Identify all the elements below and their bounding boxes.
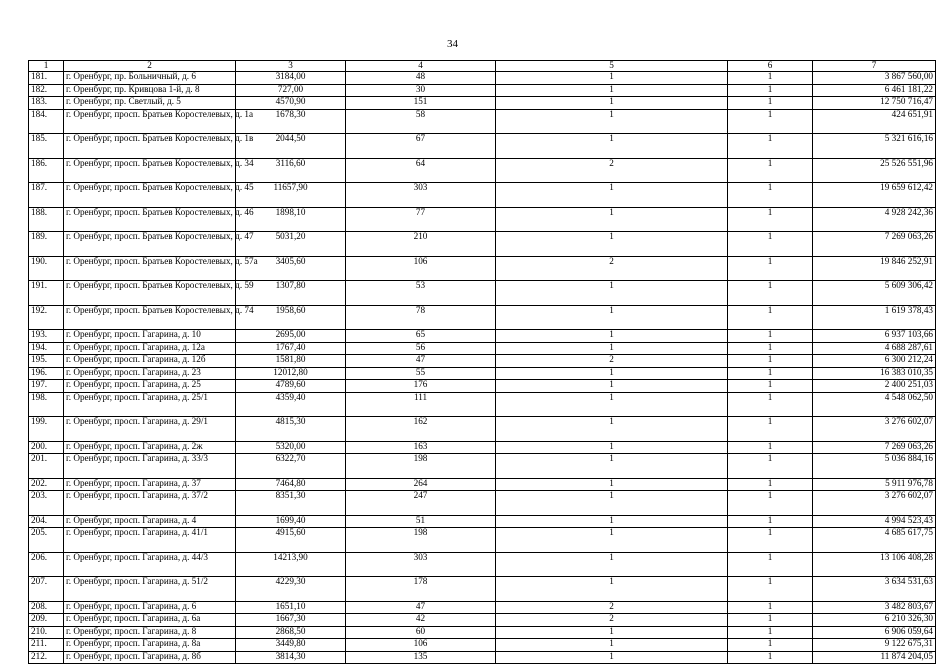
address-cell: г. Оренбург, просп. Гагарина, д. 51/2	[64, 577, 236, 602]
column-5-value-cell: 1	[496, 515, 728, 528]
column-4-value-cell: 303	[346, 183, 496, 208]
table-row	[29, 552, 936, 577]
area-cell: 4570,90	[236, 97, 346, 110]
table-row	[29, 491, 936, 516]
row-number-cell: 198.	[29, 392, 64, 417]
amount-cell: 6 300 212,24	[813, 355, 936, 368]
area-cell: 1307,80	[236, 281, 346, 306]
column-6-value-cell: 1	[728, 639, 813, 652]
column-6-value-cell: 1	[728, 342, 813, 355]
amount-cell: 12 750 716,47	[813, 97, 936, 110]
area-cell: 6322,70	[236, 454, 346, 479]
address-cell: г. Оренбург, просп. Гагарина, д. 41/1	[64, 528, 236, 553]
amount-cell: 7 269 063,26	[813, 441, 936, 454]
row-number-cell: 200.	[29, 441, 64, 454]
address-cell: г. Оренбург, просп. Гагарина, д. 44/3	[64, 552, 236, 577]
amount-cell: 4 928 242,36	[813, 207, 936, 232]
amount-cell: 19 846 252,91	[813, 256, 936, 281]
header-row	[29, 61, 936, 72]
address-cell: г. Оренбург, просп. Братьев Коростелевых, д. 46	[64, 207, 236, 232]
address-cell: г. Оренбург, просп. Гагарина, д. 8	[64, 626, 236, 639]
row-number-cell: 197.	[29, 380, 64, 393]
column-6-value-cell: 1	[728, 207, 813, 232]
column-5-value-cell: 1	[496, 109, 728, 134]
column-4-value-cell: 303	[346, 552, 496, 577]
area-cell: 1958,60	[236, 305, 346, 330]
column-4-value-cell: 111	[346, 392, 496, 417]
column-6-value-cell: 1	[728, 651, 813, 664]
area-cell: 2868,50	[236, 626, 346, 639]
column-6-value-cell: 1	[728, 281, 813, 306]
row-number-cell: 211.	[29, 639, 64, 652]
row-number-cell: 205.	[29, 528, 64, 553]
amount-cell: 6 937 103,66	[813, 330, 936, 343]
column-header-1: 1	[29, 61, 64, 72]
table-row	[29, 626, 936, 639]
table-row	[29, 281, 936, 306]
column-6-value-cell: 1	[728, 626, 813, 639]
row-number-cell: 181.	[29, 72, 64, 85]
column-5-value-cell: 2	[496, 355, 728, 368]
table-row	[29, 454, 936, 479]
column-6-value-cell: 1	[728, 614, 813, 627]
column-6-value-cell: 1	[728, 183, 813, 208]
row-number-cell: 183.	[29, 97, 64, 110]
row-number-cell: 190.	[29, 256, 64, 281]
address-cell: г. Оренбург, просп. Гагарина, д. 8б	[64, 651, 236, 664]
address-cell: г. Оренбург, просп. Гагарина, д. 25/1	[64, 392, 236, 417]
row-number-cell: 206.	[29, 552, 64, 577]
amount-cell: 5 609 306,42	[813, 281, 936, 306]
area-cell: 3116,60	[236, 158, 346, 183]
column-5-value-cell: 1	[496, 281, 728, 306]
row-number-cell: 212.	[29, 651, 64, 664]
column-6-value-cell: 1	[728, 577, 813, 602]
address-cell: г. Оренбург, просп. Гагарина, д. 33/3	[64, 454, 236, 479]
area-cell: 1651,10	[236, 601, 346, 614]
column-header-3: 3	[236, 61, 346, 72]
column-5-value-cell: 1	[496, 528, 728, 553]
column-4-value-cell: 65	[346, 330, 496, 343]
area-cell: 8351,30	[236, 491, 346, 516]
row-number-cell: 186.	[29, 158, 64, 183]
row-number-cell: 192.	[29, 305, 64, 330]
area-cell: 727,00	[236, 84, 346, 97]
column-5-value-cell: 1	[496, 491, 728, 516]
area-cell: 3814,30	[236, 651, 346, 664]
address-cell: г. Оренбург, просп. Братьев Коростелевых, д. 34	[64, 158, 236, 183]
column-6-value-cell: 1	[728, 380, 813, 393]
column-4-value-cell: 55	[346, 367, 496, 380]
address-cell: г. Оренбург, просп. Гагарина, д. 2ж	[64, 441, 236, 454]
address-cell: г. Оренбург, просп. Гагарина, д. 12б	[64, 355, 236, 368]
area-cell: 14213,90	[236, 552, 346, 577]
address-cell: г. Оренбург, просп. Братьев Коростелевых, д. 74	[64, 305, 236, 330]
table-row	[29, 109, 936, 134]
column-4-value-cell: 30	[346, 84, 496, 97]
column-6-value-cell: 1	[728, 392, 813, 417]
row-number-cell: 194.	[29, 342, 64, 355]
column-6-value-cell: 1	[728, 232, 813, 257]
column-4-value-cell: 106	[346, 256, 496, 281]
amount-cell: 3 482 803,67	[813, 601, 936, 614]
column-5-value-cell: 1	[496, 552, 728, 577]
address-cell: г. Оренбург, просп. Гагарина, д. 37/2	[64, 491, 236, 516]
row-number-cell: 210.	[29, 626, 64, 639]
amount-cell: 13 106 408,28	[813, 552, 936, 577]
amount-cell: 3 276 602,07	[813, 491, 936, 516]
amount-cell: 424 651,91	[813, 109, 936, 134]
amount-cell: 5 321 616,16	[813, 134, 936, 159]
address-cell: г. Оренбург, просп. Братьев Коростелевых, д. 45	[64, 183, 236, 208]
column-4-value-cell: 64	[346, 158, 496, 183]
row-number-cell: 184.	[29, 109, 64, 134]
area-cell: 4915,60	[236, 528, 346, 553]
table-row	[29, 515, 936, 528]
row-number-cell: 191.	[29, 281, 64, 306]
column-6-value-cell: 1	[728, 515, 813, 528]
column-6-value-cell: 1	[728, 305, 813, 330]
area-cell: 7464,80	[236, 478, 346, 491]
row-number-cell: 203.	[29, 491, 64, 516]
column-5-value-cell: 1	[496, 577, 728, 602]
address-cell: г. Оренбург, просп. Братьев Коростелевых, д. 1в	[64, 134, 236, 159]
column-5-value-cell: 2	[496, 256, 728, 281]
row-number-cell: 188.	[29, 207, 64, 232]
table-row	[29, 392, 936, 417]
column-6-value-cell: 1	[728, 601, 813, 614]
table-row	[29, 72, 936, 85]
column-6-value-cell: 1	[728, 528, 813, 553]
column-5-value-cell: 1	[496, 454, 728, 479]
row-number-cell: 201.	[29, 454, 64, 479]
amount-cell: 4 685 617,75	[813, 528, 936, 553]
area-cell: 1699,40	[236, 515, 346, 528]
table-row	[29, 305, 936, 330]
amount-cell: 3 276 602,07	[813, 417, 936, 442]
area-cell: 2695,00	[236, 330, 346, 343]
address-cell: г. Оренбург, просп. Гагарина, д. 25	[64, 380, 236, 393]
amount-cell: 7 269 063,26	[813, 232, 936, 257]
table-row	[29, 380, 936, 393]
column-4-value-cell: 51	[346, 515, 496, 528]
area-cell: 3184,00	[236, 72, 346, 85]
column-5-value-cell: 1	[496, 72, 728, 85]
column-4-value-cell: 106	[346, 639, 496, 652]
area-cell: 12012,80	[236, 367, 346, 380]
column-5-value-cell: 1	[496, 478, 728, 491]
row-number-cell: 185.	[29, 134, 64, 159]
address-cell: г. Оренбург, просп. Гагарина, д. 4	[64, 515, 236, 528]
amount-cell: 9 122 675,31	[813, 639, 936, 652]
address-cell: г. Оренбург, просп. Гагарина, д. 37	[64, 478, 236, 491]
column-4-value-cell: 176	[346, 380, 496, 393]
row-number-cell: 204.	[29, 515, 64, 528]
column-6-value-cell: 1	[728, 134, 813, 159]
address-cell: г. Оренбург, просп. Братьев Коростелевых, д. 1а	[64, 109, 236, 134]
area-cell: 1678,30	[236, 109, 346, 134]
column-6-value-cell: 1	[728, 72, 813, 85]
column-5-value-cell: 1	[496, 330, 728, 343]
area-cell: 4815,30	[236, 417, 346, 442]
table-row	[29, 134, 936, 159]
page-number: 34	[447, 38, 458, 50]
column-5-value-cell: 2	[496, 158, 728, 183]
column-5-value-cell: 1	[496, 97, 728, 110]
column-6-value-cell: 1	[728, 367, 813, 380]
column-4-value-cell: 135	[346, 651, 496, 664]
column-4-value-cell: 42	[346, 614, 496, 627]
column-header-4: 4	[346, 61, 496, 72]
area-cell: 3405,60	[236, 256, 346, 281]
address-cell: г. Оренбург, просп. Гагарина, д. 6а	[64, 614, 236, 627]
table-row	[29, 355, 936, 368]
address-cell: г. Оренбург, просп. Гагарина, д. 6	[64, 601, 236, 614]
area-cell: 1767,40	[236, 342, 346, 355]
amount-cell: 2 400 251,03	[813, 380, 936, 393]
area-cell: 2044,50	[236, 134, 346, 159]
amount-cell: 4 688 287,61	[813, 342, 936, 355]
column-6-value-cell: 1	[728, 256, 813, 281]
column-5-value-cell: 2	[496, 601, 728, 614]
column-4-value-cell: 58	[346, 109, 496, 134]
area-cell: 4229,30	[236, 577, 346, 602]
amount-cell: 1 619 378,43	[813, 305, 936, 330]
column-5-value-cell: 1	[496, 134, 728, 159]
table-body	[29, 72, 936, 664]
column-6-value-cell: 1	[728, 109, 813, 134]
row-number-cell: 207.	[29, 577, 64, 602]
table-row	[29, 158, 936, 183]
column-header-2: 2	[64, 61, 236, 72]
column-6-value-cell: 1	[728, 330, 813, 343]
column-6-value-cell: 1	[728, 478, 813, 491]
column-4-value-cell: 67	[346, 134, 496, 159]
column-4-value-cell: 178	[346, 577, 496, 602]
column-4-value-cell: 47	[346, 601, 496, 614]
column-5-value-cell: 1	[496, 207, 728, 232]
column-4-value-cell: 53	[346, 281, 496, 306]
column-4-value-cell: 264	[346, 478, 496, 491]
column-6-value-cell: 1	[728, 417, 813, 442]
housing-table	[28, 60, 936, 664]
amount-cell: 11 874 204,05	[813, 651, 936, 664]
table-row	[29, 207, 936, 232]
amount-cell: 4 548 062,50	[813, 392, 936, 417]
amount-cell: 5 036 884,16	[813, 454, 936, 479]
column-6-value-cell: 1	[728, 441, 813, 454]
table-row	[29, 577, 936, 602]
table-row	[29, 528, 936, 553]
column-6-value-cell: 1	[728, 491, 813, 516]
row-number-cell: 208.	[29, 601, 64, 614]
area-cell: 1898,10	[236, 207, 346, 232]
column-4-value-cell: 78	[346, 305, 496, 330]
table-row	[29, 183, 936, 208]
column-4-value-cell: 56	[346, 342, 496, 355]
column-4-value-cell: 151	[346, 97, 496, 110]
table-row	[29, 651, 936, 664]
table-row	[29, 639, 936, 652]
column-4-value-cell: 48	[346, 72, 496, 85]
amount-cell: 4 994 523,43	[813, 515, 936, 528]
row-number-cell: 195.	[29, 355, 64, 368]
area-cell: 11657,90	[236, 183, 346, 208]
address-cell: г. Оренбург, просп. Гагарина, д. 10	[64, 330, 236, 343]
table-row	[29, 441, 936, 454]
row-number-cell: 202.	[29, 478, 64, 491]
area-cell: 4789,60	[236, 380, 346, 393]
column-5-value-cell: 1	[496, 651, 728, 664]
column-4-value-cell: 163	[346, 441, 496, 454]
table-row	[29, 97, 936, 110]
area-cell: 5320,00	[236, 441, 346, 454]
column-5-value-cell: 1	[496, 380, 728, 393]
column-5-value-cell: 2	[496, 614, 728, 627]
amount-cell: 19 659 612,42	[813, 183, 936, 208]
address-cell: г. Оренбург, пр. Больничный, д. 6	[64, 72, 236, 85]
amount-cell: 3 634 531,63	[813, 577, 936, 602]
address-cell: г. Оренбург, просп. Гагарина, д. 29/1	[64, 417, 236, 442]
column-6-value-cell: 1	[728, 552, 813, 577]
row-number-cell: 182.	[29, 84, 64, 97]
column-header-7: 7	[813, 61, 936, 72]
column-5-value-cell: 1	[496, 639, 728, 652]
table-row	[29, 342, 936, 355]
table-row	[29, 417, 936, 442]
column-4-value-cell: 198	[346, 454, 496, 479]
amount-cell: 6 210 326,30	[813, 614, 936, 627]
column-6-value-cell: 1	[728, 97, 813, 110]
row-number-cell: 196.	[29, 367, 64, 380]
amount-cell: 3 867 560,00	[813, 72, 936, 85]
row-number-cell: 189.	[29, 232, 64, 257]
address-cell: г. Оренбург, пр. Кривцова 1-й, д. 8	[64, 84, 236, 97]
column-5-value-cell: 1	[496, 441, 728, 454]
amount-cell: 16 383 010,35	[813, 367, 936, 380]
address-cell: г. Оренбург, просп. Гагарина, д. 8а	[64, 639, 236, 652]
area-cell: 1581,80	[236, 355, 346, 368]
table-row	[29, 478, 936, 491]
row-number-cell: 199.	[29, 417, 64, 442]
column-4-value-cell: 247	[346, 491, 496, 516]
area-cell: 3449,80	[236, 639, 346, 652]
column-5-value-cell: 1	[496, 626, 728, 639]
address-cell: г. Оренбург, просп. Братьев Коростелевых, д. 57а	[64, 256, 236, 281]
column-5-value-cell: 1	[496, 232, 728, 257]
address-cell: г. Оренбург, просп. Братьев Коростелевых, д. 59	[64, 281, 236, 306]
table-row	[29, 256, 936, 281]
area-cell: 4359,40	[236, 392, 346, 417]
table-row	[29, 330, 936, 343]
column-5-value-cell: 1	[496, 305, 728, 330]
row-number-cell: 187.	[29, 183, 64, 208]
column-4-value-cell: 60	[346, 626, 496, 639]
column-5-value-cell: 1	[496, 417, 728, 442]
column-5-value-cell: 1	[496, 183, 728, 208]
column-4-value-cell: 77	[346, 207, 496, 232]
column-5-value-cell: 1	[496, 367, 728, 380]
column-5-value-cell: 1	[496, 392, 728, 417]
amount-cell: 25 526 551,96	[813, 158, 936, 183]
address-cell: г. Оренбург, просп. Гагарина, д. 23	[64, 367, 236, 380]
column-6-value-cell: 1	[728, 454, 813, 479]
amount-cell: 5 911 976,78	[813, 478, 936, 491]
column-5-value-cell: 1	[496, 84, 728, 97]
address-cell: г. Оренбург, просп. Гагарина, д. 12а	[64, 342, 236, 355]
column-5-value-cell: 1	[496, 342, 728, 355]
address-cell: г. Оренбург, просп. Братьев Коростелевых, д. 47	[64, 232, 236, 257]
area-cell: 5031,20	[236, 232, 346, 257]
table-row	[29, 84, 936, 97]
column-header-5: 5	[496, 61, 728, 72]
table-row	[29, 367, 936, 380]
table-row	[29, 601, 936, 614]
address-cell: г. Оренбург, пр. Светлый, д. 5	[64, 97, 236, 110]
column-4-value-cell: 198	[346, 528, 496, 553]
amount-cell: 6 906 059,64	[813, 626, 936, 639]
column-4-value-cell: 162	[346, 417, 496, 442]
amount-cell: 6 461 181,22	[813, 84, 936, 97]
column-header-6: 6	[728, 61, 813, 72]
column-4-value-cell: 47	[346, 355, 496, 368]
column-6-value-cell: 1	[728, 355, 813, 368]
table-row	[29, 232, 936, 257]
row-number-cell: 209.	[29, 614, 64, 627]
table-row	[29, 614, 936, 627]
row-number-cell: 193.	[29, 330, 64, 343]
column-6-value-cell: 1	[728, 84, 813, 97]
area-cell: 1667,30	[236, 614, 346, 627]
column-6-value-cell: 1	[728, 158, 813, 183]
column-4-value-cell: 210	[346, 232, 496, 257]
